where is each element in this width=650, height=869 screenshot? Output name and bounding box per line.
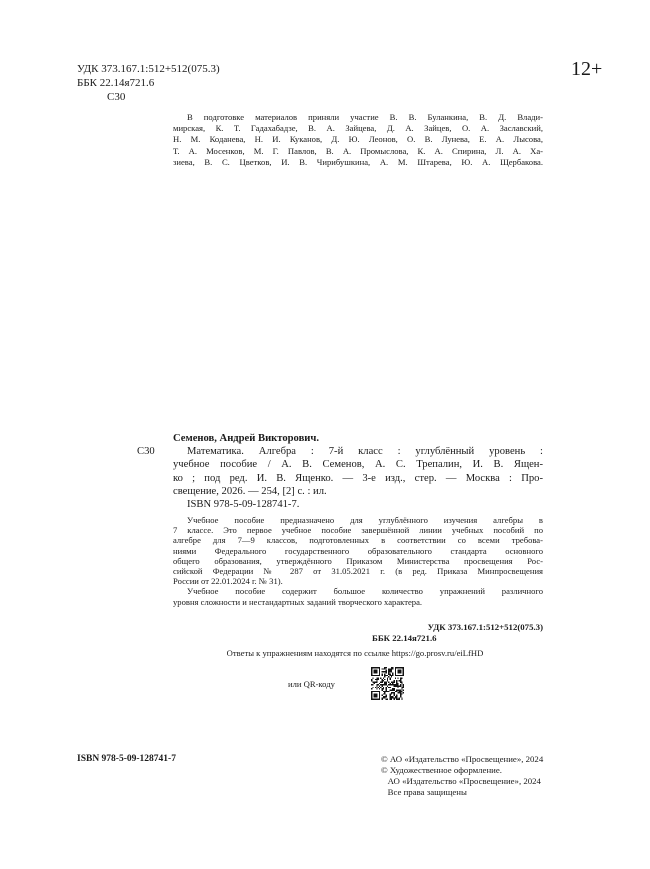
answers-note: Ответы к упражнениям находятся по ссылке https://go.prosv.ru/eiLfHD	[226, 648, 484, 658]
contributors-paragraph	[173, 112, 543, 168]
annotation-line: уровня сложности и нестандартных заданий творческого характера.	[173, 596, 423, 607]
contributors-line: зиева, В. С. Цветков, И. В. Чирибушкина, А. М. Штарева, Ю. А. Щербакова.	[173, 156, 543, 167]
catalog-description-line: ко ; под ред. И. В. Ященко. — 3-е изд., стер. — Москва : Про-	[173, 472, 543, 484]
annotation-line: 7 классе. Это первое учебное пособие завершённой линии учебных пособий по	[173, 525, 543, 536]
catalog-description-line: свещение, 2026. — 254, [2] с. : ил.	[173, 485, 327, 497]
copyright-line: АО «Издательство «Просвещение», 2024	[381, 776, 541, 786]
catalog-mark: С30	[137, 446, 155, 457]
copyright-block	[381, 754, 543, 798]
header-bbk: ББК 22.14я721.6	[77, 77, 155, 89]
qr-label: или QR-коду	[288, 679, 335, 689]
header-udk: УДК 373.167.1:512+512(075.3)	[77, 63, 220, 75]
annotation-line: России от 22.01.2024 г. № 31).	[173, 576, 283, 587]
catalog-isbn: ISBN 978-5-09-128741-7.	[187, 499, 300, 511]
header-classification	[77, 62, 220, 104]
copyright-line: Все права защищены	[381, 787, 467, 797]
copyright-line: © АО «Издательство «Просвещение», 2024	[381, 754, 544, 764]
qr-code-icon[interactable]	[371, 667, 404, 700]
classification-codes	[300, 622, 543, 644]
contributors-line: мирская, К. Т. Гадахабадзе, В. А. Зайцева, Д. А. Зайцев, О. А. Заславский,	[173, 123, 543, 134]
age-rating: 12+	[571, 58, 603, 80]
classification-udk: УДК 373.167.1:512+512(075.3)	[427, 622, 543, 632]
annotation-line: алгебре для 7—9 классов, подготовленных в соответствии со всеми требова-	[173, 535, 543, 546]
catalog-description-line: Математика. Алгебра : 7-й класс : углублённый уровень :	[187, 446, 543, 458]
annotation-line: ниями Федерального государственного образовательного стандарта основного	[173, 545, 543, 556]
annotation-line: Учебное пособие предназначено для углублённого изучения алгебры в	[187, 515, 543, 525]
contributors-line: Т. А. Мосенков, М. Г. Павлов, В. А. Промыслова, К. А. Спирина, Л. А. Ха-	[173, 145, 543, 156]
catalog-card	[173, 432, 543, 511]
contributors-line: В подготовке материалов приняли участие В. В. Буланкина, В. Д. Влади-	[187, 112, 543, 122]
annotation-line: Учебное пособие содержит большое количество упражнений различного	[187, 586, 543, 597]
catalog-author: Семенов, Андрей Викторович.	[173, 433, 320, 444]
annotation-line: общего образования, утверждённого Приказом Министерства просвещения Рос-	[173, 555, 543, 566]
catalog-description-line: учебное пособие / А. В. Семенов, А. С. Трепалин, И. В. Ящен-	[173, 459, 543, 471]
annotation-line: сийской Федерации № 287 от 31.05.2021 г. (в ред. Приказа Минпросвещения	[173, 566, 543, 577]
annotation	[173, 515, 543, 607]
copyright-line: © Художественное оформление.	[381, 765, 502, 775]
header-author-mark: С30	[107, 91, 126, 103]
contributors-line: Н. М. Коданева, Н. И. Куканов, Д. Ю. Леонов, О. В. Лунева, Е. А. Лысова,	[173, 134, 543, 145]
footer-isbn: ISBN 978-5-09-128741-7	[77, 754, 176, 764]
classification-bbk: ББК 22.14я721.6	[372, 633, 437, 643]
